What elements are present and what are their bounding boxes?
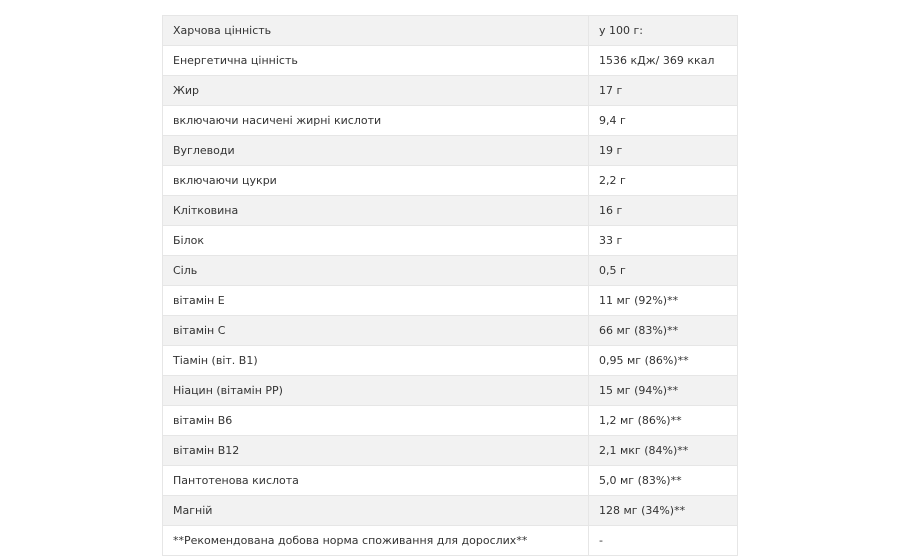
- table-row: [163, 376, 738, 406]
- table-row: [163, 406, 738, 436]
- nutrient-name: Сіль: [163, 256, 589, 286]
- table-row: [163, 496, 738, 526]
- nutrient-value: 0,95 мг (86%)**: [589, 346, 738, 376]
- nutrient-value: 128 мг (34%)**: [589, 496, 738, 526]
- nutrient-name: включаючи цукри: [163, 166, 589, 196]
- nutrient-name: Пантотенова кислота: [163, 466, 589, 496]
- nutrient-value: 66 мг (83%)**: [589, 316, 738, 346]
- nutrition-table-body: [163, 16, 738, 556]
- nutrient-value: 15 мг (94%)**: [589, 376, 738, 406]
- table-row: [163, 16, 738, 46]
- nutrient-value: 1,2 мг (86%)**: [589, 406, 738, 436]
- footnote-row: [163, 526, 738, 556]
- table-row: [163, 136, 738, 166]
- nutrient-name: Ніацин (вітамін РР): [163, 376, 589, 406]
- table-row: [163, 196, 738, 226]
- nutrient-name: Білок: [163, 226, 589, 256]
- footnote-text: **Рекомендована добова норма споживання для дорослих**: [163, 526, 589, 556]
- table-row: [163, 106, 738, 136]
- table-row: [163, 286, 738, 316]
- table-row: [163, 226, 738, 256]
- table-row: [163, 46, 738, 76]
- table-row: [163, 316, 738, 346]
- nutrient-value: 19 г: [589, 136, 738, 166]
- nutrient-name: Клітковина: [163, 196, 589, 226]
- nutrient-name: Енергетична цінність: [163, 46, 589, 76]
- nutrient-name: вітамін С: [163, 316, 589, 346]
- nutrient-value: 1536 кДж/ 369 ккал: [589, 46, 738, 76]
- nutrient-value: у 100 г:: [589, 16, 738, 46]
- nutrient-value: 0,5 г: [589, 256, 738, 286]
- nutrient-name: Харчова цінність: [163, 16, 589, 46]
- footnote-value: -: [589, 526, 738, 556]
- nutrient-value: 33 г: [589, 226, 738, 256]
- nutrient-name: вітамін В12: [163, 436, 589, 466]
- nutrient-value: 9,4 г: [589, 106, 738, 136]
- table-row: [163, 166, 738, 196]
- nutrient-name: вітамін Е: [163, 286, 589, 316]
- nutrient-value: 16 г: [589, 196, 738, 226]
- table-row: [163, 466, 738, 496]
- nutrition-facts-table: [162, 15, 738, 556]
- table-row: [163, 436, 738, 466]
- nutrient-name: Тіамін (віт. В1): [163, 346, 589, 376]
- nutrient-value: 2,2 г: [589, 166, 738, 196]
- nutrient-name: Магній: [163, 496, 589, 526]
- nutrient-name: Вуглеводи: [163, 136, 589, 166]
- nutrient-name: вітамін В6: [163, 406, 589, 436]
- nutrient-name: включаючи насичені жирні кислоти: [163, 106, 589, 136]
- nutrient-value: 17 г: [589, 76, 738, 106]
- nutrient-name: Жир: [163, 76, 589, 106]
- nutrient-value: 11 мг (92%)**: [589, 286, 738, 316]
- table-row: [163, 256, 738, 286]
- nutrient-value: 2,1 мкг (84%)**: [589, 436, 738, 466]
- table-row: [163, 76, 738, 106]
- nutrient-value: 5,0 мг (83%)**: [589, 466, 738, 496]
- table-row: [163, 346, 738, 376]
